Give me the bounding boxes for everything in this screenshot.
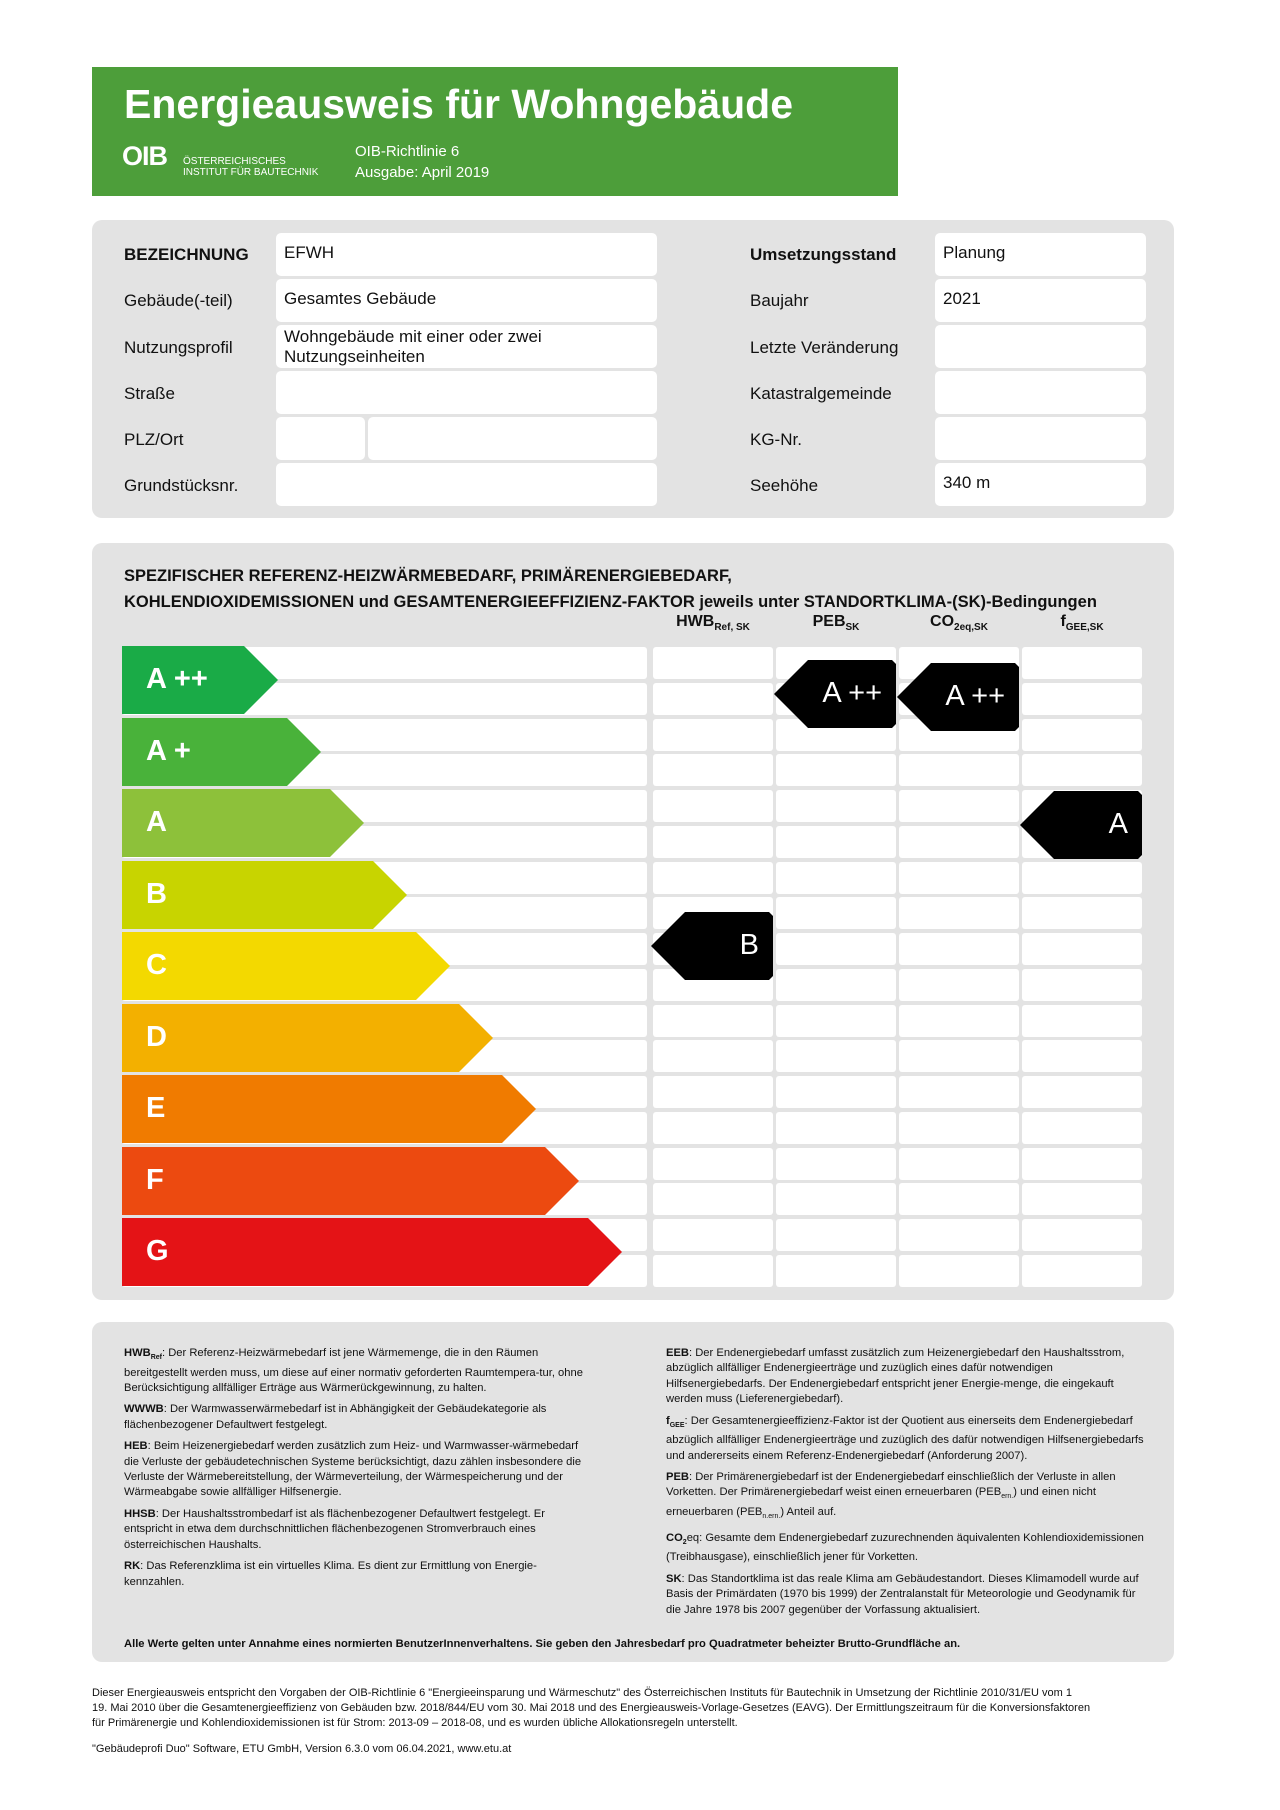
column-row-line xyxy=(653,862,773,894)
column-row-line xyxy=(899,1219,1019,1251)
field-strasse xyxy=(276,371,657,414)
energy-rating-panel xyxy=(92,543,1174,1300)
label-grundstuecksnr: Grundstücksnr. xyxy=(124,476,239,495)
column-row-line xyxy=(653,683,773,715)
column-row-line xyxy=(1022,1040,1142,1072)
column-row-line xyxy=(899,1005,1019,1037)
column-row-line xyxy=(1022,1183,1142,1215)
column-row-line xyxy=(1022,1255,1142,1287)
definition-wwwb: WWWB: Der Warmwasserwärmebedarf ist in Abhängigkeit der Gebäudekategorie als flächenbezogener Defaultwert festgelegt. xyxy=(124,1403,547,1431)
column-row-line xyxy=(1022,719,1142,751)
column-header-0: $HWB_{Ref, SK}$ xyxy=(676,613,750,633)
rating-marker-label: A ++ xyxy=(822,677,882,709)
document-title: Energieausweis für Wohngebäude xyxy=(124,81,794,127)
column-row-line xyxy=(899,969,1019,1001)
column-row-line xyxy=(653,1148,773,1180)
definition-eeb: EEB: Der Endenergiebedarf umfasst zusätzlich zum Heizenergiebedarf den Haushaltsstrom, abzüglich allfälliger Endenergieerträge und zuzüglich eines dafür notwendigen Hilfsenergiebedarfs. Der Endenergiebedarf entspricht jener Energie-menge, die eingekauft werden muss (Lieferenergiebedarf). xyxy=(666,1347,1125,1406)
column-row-line xyxy=(899,1040,1019,1072)
column-row-line xyxy=(776,1219,896,1251)
energy-class-label: D xyxy=(146,1020,167,1053)
label-strasse: Straße xyxy=(124,384,176,403)
column-row-line xyxy=(653,826,773,858)
rating-marker-label: A xyxy=(1108,808,1128,840)
column-row-line xyxy=(776,1076,896,1108)
column-row-line xyxy=(1022,1005,1142,1037)
column-row-line xyxy=(1022,1112,1142,1144)
label-baujahr: Baujahr xyxy=(750,291,809,310)
label-gebaeude-teil: Gebäude(-teil) xyxy=(124,291,233,310)
energy-class-4 xyxy=(122,861,407,929)
column-row-line xyxy=(1022,969,1142,1001)
column-row-line xyxy=(1022,1219,1142,1251)
column-row-line xyxy=(899,790,1019,822)
field-kg-nr xyxy=(935,417,1146,460)
software-credit: "Gebäudeprofi Duo" Software, ETU GmbH, Version 6.3.0 vom 06.04.2021, www.etu.at xyxy=(92,1743,512,1755)
field-nutzungsprofil: Wohngebäude mit einer oder zwei Nutzungseinheiten xyxy=(276,325,657,368)
definition-f: $f_{GEE}$: Der Gesamtenergieeffizienz-Faktor ist der Quotient aus einerseits dem Endenergiebedarf abzüglich allfälliger Endenergieerträge und zuzüglich des dafür notwendigen Hilfsenergiebedarfs und andererseits einem Referenz-Endenergiebedarf (Anforderung 2007). xyxy=(666,1414,1144,1462)
column-row-line xyxy=(653,1076,773,1108)
column-row-line xyxy=(653,790,773,822)
energy-class-label: G xyxy=(146,1235,169,1267)
energy-class-5 xyxy=(122,932,450,1000)
column-row-line xyxy=(899,1183,1019,1215)
label-bezeichnung: BEZEICHNUNG xyxy=(124,245,249,264)
column-row-line xyxy=(776,933,896,965)
column-row-line xyxy=(899,862,1019,894)
column-row-line xyxy=(1022,897,1142,929)
column-row-line xyxy=(1022,862,1142,894)
rating-marker-HWB xyxy=(651,912,773,980)
label-umsetzungsstand: Umsetzungsstand xyxy=(750,245,897,264)
column-row-line xyxy=(776,826,896,858)
energy-class-3 xyxy=(122,789,364,857)
label-nutzungsprofil: Nutzungsprofil xyxy=(124,338,233,357)
column-row-line xyxy=(776,1148,896,1180)
column-row-line xyxy=(653,1005,773,1037)
field-katastralgemeinde xyxy=(935,371,1146,414)
label-seehoehe: Seehöhe xyxy=(750,476,819,495)
energy-class-label: F xyxy=(146,1163,164,1196)
definitions-panel xyxy=(92,1322,1174,1662)
rating-title: SPEZIFISCHER REFERENZ-HEIZWÄRMEBEDARF, PRIMÄRENERGIEBEDARF, KOHLENDIOXIDEMISSIONEN und GESAMTENERGIEEFFIZIENZ-FAKTOR jeweils unter STANDORTKLIMA-(SK)-Bedingungen xyxy=(124,567,1097,611)
column-row-line xyxy=(899,1148,1019,1180)
energy-class-label: A xyxy=(146,806,167,838)
document-header xyxy=(92,67,898,196)
definitions-footer: Alle Werte gelten unter Annahme eines normierten BenutzerInnenverhaltens. Sie geben den Jahresbedarf pro Quadratmeter beheizter Brutto-Grundfläche an. xyxy=(124,1638,961,1650)
column-header-3: $f_{GEE,SK}$ xyxy=(1060,613,1104,633)
column-row-line xyxy=(776,862,896,894)
column-row-line xyxy=(653,719,773,751)
rating-marker-CO2 xyxy=(897,663,1019,731)
rating-marker-label: B xyxy=(739,928,759,961)
column-row-line xyxy=(776,1183,896,1215)
label-katastralgemeinde: Katastralgemeinde xyxy=(750,384,892,403)
energy-class-6 xyxy=(122,1004,493,1072)
column-row-line xyxy=(899,826,1019,858)
column-row-line xyxy=(776,1255,896,1287)
rating-marker-PEB xyxy=(774,660,896,728)
energy-class-label: A ++ xyxy=(146,663,208,695)
column-row-line xyxy=(653,647,773,679)
column-row-line xyxy=(899,1112,1019,1144)
column-row-line xyxy=(899,754,1019,786)
column-row-line xyxy=(1022,683,1142,715)
definition-hwb: $HWB_{Ref}$: Der Referenz-Heizwärmebedarf ist jene Wärmemenge, die in den Räumen bereitgestellt werden muss, um diese auf einer normativ geforderten Raumtempera-tur, ohne Berücksichtigung allfälliger Erträge aus Wärmerückgewinnung, zu halten. xyxy=(124,1347,583,1395)
label-letzte-veraenderung: Letzte Veränderung xyxy=(750,338,899,357)
column-row-line xyxy=(653,1219,773,1251)
energy-class-1 xyxy=(122,646,278,714)
field-baujahr: 2021 xyxy=(935,279,1146,322)
column-row-line xyxy=(653,1183,773,1215)
label-kg-nr: KG-Nr. xyxy=(750,430,802,449)
guideline-name: OIB-Richtlinie 6 xyxy=(355,143,460,160)
definition-sk: SK: Das Standortklima ist das reale Klima am Gebäudestandort. Dieses Klimamodell wurde auf Basis der Primärdaten (1970 bis 1999) der Zentralanstalt für Meteorologie und Geodynamik für die Jahre 1978 bis 2007 gegenüber der Vorfassung aktualisiert. xyxy=(666,1572,1139,1616)
column-row-line xyxy=(899,1076,1019,1108)
field-umsetzungsstand: Planung xyxy=(935,233,1146,276)
column-row-line xyxy=(653,1255,773,1287)
column-row-line xyxy=(776,897,896,929)
energy-class-label: B xyxy=(146,877,167,910)
field-seehoehe: 340 m xyxy=(935,463,1146,506)
oib-logo: OIB xyxy=(122,141,168,171)
column-row-line xyxy=(776,754,896,786)
column-row-line xyxy=(1022,1076,1142,1108)
energy-class-9 xyxy=(122,1218,622,1286)
column-row-line xyxy=(653,754,773,786)
column-row-line xyxy=(653,1112,773,1144)
definition-co: $CO_2eq$: Gesamte dem Endenergiebedarf zuzurechnenden äquivalenten Kohlendioxidemissionen (Treibhausgase), einschließlich jener für Vorketten. xyxy=(666,1531,1144,1564)
column-header-1: $PEB_{SK}$ xyxy=(812,613,860,633)
column-row-line xyxy=(776,1112,896,1144)
energy-class-2 xyxy=(122,718,321,786)
column-row-line xyxy=(1022,933,1142,965)
column-row-line xyxy=(776,790,896,822)
column-row-line xyxy=(1022,1148,1142,1180)
definition-heb: HEB: Beim Heizenergiebedarf werden zusätzlich zum Heiz- und Warmwasser-wärmebedarf die Verluste der gebäudetechnischen Systeme berücksichtigt, dazu zählen insbesondere die Verluste der Wärmebereitstellung, der Wärmeverteilung, der Wärmespeicherung und der Wärmeabgabe sowie allfälliger Hilfsenergie. xyxy=(124,1440,582,1499)
column-row-line xyxy=(1022,647,1142,679)
energy-class-label: A + xyxy=(146,734,191,767)
column-row-line xyxy=(653,1040,773,1072)
field-gebaeude-teil: Gesamtes Gebäude xyxy=(276,279,657,322)
energy-class-8 xyxy=(122,1147,579,1215)
column-row-line xyxy=(776,1040,896,1072)
field-grundstuecksnr xyxy=(276,463,657,506)
rating-marker-label: A ++ xyxy=(945,680,1005,712)
column-row-line xyxy=(776,969,896,1001)
column-row-line xyxy=(1022,754,1142,786)
building-info-panel xyxy=(92,220,1174,518)
field-plz xyxy=(276,417,365,460)
guideline-info xyxy=(355,141,489,183)
definitions-left xyxy=(124,1346,589,1596)
column-row-line xyxy=(899,1255,1019,1287)
column-row-line xyxy=(776,1005,896,1037)
energy-class-7 xyxy=(122,1075,536,1143)
energy-class-label: C xyxy=(146,949,167,981)
field-bezeichnung: EFWH xyxy=(276,233,657,276)
field-ort xyxy=(368,417,657,460)
energy-class-label: E xyxy=(146,1092,166,1124)
column-row-line xyxy=(899,897,1019,929)
guideline-edition: Ausgabe: April 2019 xyxy=(355,164,490,181)
definition-rk: RK: Das Referenzklima ist ein virtuelles Klima. Es dient zur Ermittlung von Energie-kennzahlen. xyxy=(124,1560,537,1588)
definition-hhsb: HHSB: Der Haushaltsstrombedarf ist als flächenbezogener Defaultwert festgelegt. Er entspricht in etwa dem durchschnittlichen flächenbezogenen Stromverbrauch eines österreichischen Haushalts. xyxy=(124,1507,545,1551)
definitions-right xyxy=(666,1346,1146,1624)
legal-footnote: Dieser Energieausweis entspricht den Vorgaben der OIB-Richtlinie 6 "Energieeinsparung und Wärmeschutz" des Österreichischen Instituts für Bautechnik in Umsetzung der Richtlinie 2010/31/EU vom 1 19. Mai 2010 über die Gesamtenergieeffizienz von Gebäuden bzw. 2018/844/EU vom 30. Mai 2018 und des Energieausweis-Vorlage-Gesetzes (EAVG). Der Ermittlungszeitraum für die Konversionsfaktoren für Primärenergie und Kohlendioxidemissionen ist für Strom: 2013-09 – 2018-08, und es wurden übliche Allokationsregeln unterstellt. xyxy=(92,1687,1091,1729)
definition-peb: PEB: Der Primärenergiebedarf ist der Endenergiebedarf einschließlich der Verluste in allen Vorketten. Der Primärenergiebedarf weist einen erneuerbaren $(PEB_{ern.})$ und einen nicht erneuerbaren $(PEB_{n.ern.})$ Anteil auf. xyxy=(666,1471,1116,1521)
column-header-2: $CO_{2eq,SK}$ xyxy=(930,613,988,633)
column-row-line xyxy=(899,933,1019,965)
label-plz-ort: PLZ/Ort xyxy=(124,430,184,449)
rating-marker-fGEE xyxy=(1020,791,1142,859)
field-letzte-veraenderung xyxy=(935,325,1146,368)
oib-logo-subtitle: ÖSTERREICHISCHES INSTITUT FÜR BAUTECHNIK xyxy=(183,156,319,178)
